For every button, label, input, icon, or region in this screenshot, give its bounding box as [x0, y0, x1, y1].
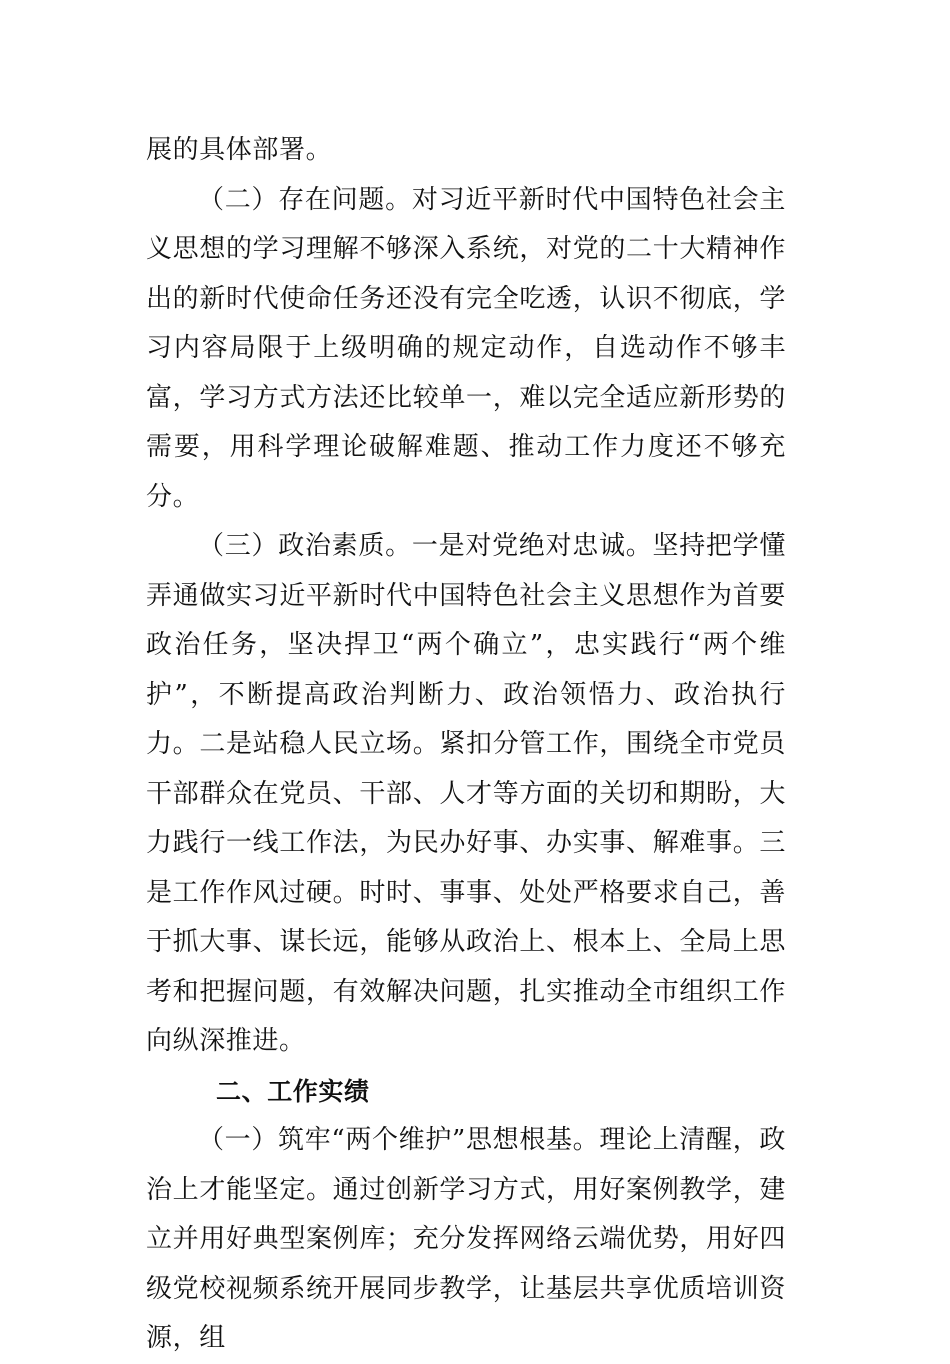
paragraph-continuation: 展的具体部署。 [146, 135, 333, 165]
document-body [146, 126, 786, 1364]
section-heading: 二、工作实绩 [216, 1076, 370, 1106]
paragraph-existing-problems: （二）存在问题。对习近平新时代中国特色社会主义思想的学习理解不够深入系统，对党的二十大精神作出的新时代使命任务还没有完全吃透，认识不彻底，学习内容局限于上级明确的规定动作，自选动作不够丰富，学习方式方法还比较单一，难以完全适应新形势的需要，用科学理论破解难题、推动工作力度还不够充分。 [146, 184, 786, 512]
paragraph-two-safeguards: （一）筑牢“两个维护”思想根基。理论上清醒，政治上才能坚定。通过创新学习方式，用好案例教学，建立并用好典型案例库；充分发挥网络云端优势，用好四级党校视频系统开展同步教学，让基层共享优质培训资源，组 [146, 1125, 786, 1353]
paragraph-political-quality: （三）政治素质。一是对党绝对忠诚。坚持把学懂弄通做实习近平新时代中国特色社会主义思想作为首要政治任务，坚决捍卫“两个确立”，忠实践行“两个维护”，不断提高政治判断力、政治领悟力、政治执行力。二是站稳人民立场。紧扣分管工作，围绕全市党员干部群众在党员、干部、人才等方面的关切和期盼，大力践行一线工作法，为民办好事、办实事、解难事。三是工作作风过硬。时时、事事、处处严格要求自己，善于抓大事、谋长远，能够从政治上、根本上、全局上思考和把握问题，有效解决问题，扎实推动全市组织工作向纵深推进。 [146, 531, 786, 1056]
